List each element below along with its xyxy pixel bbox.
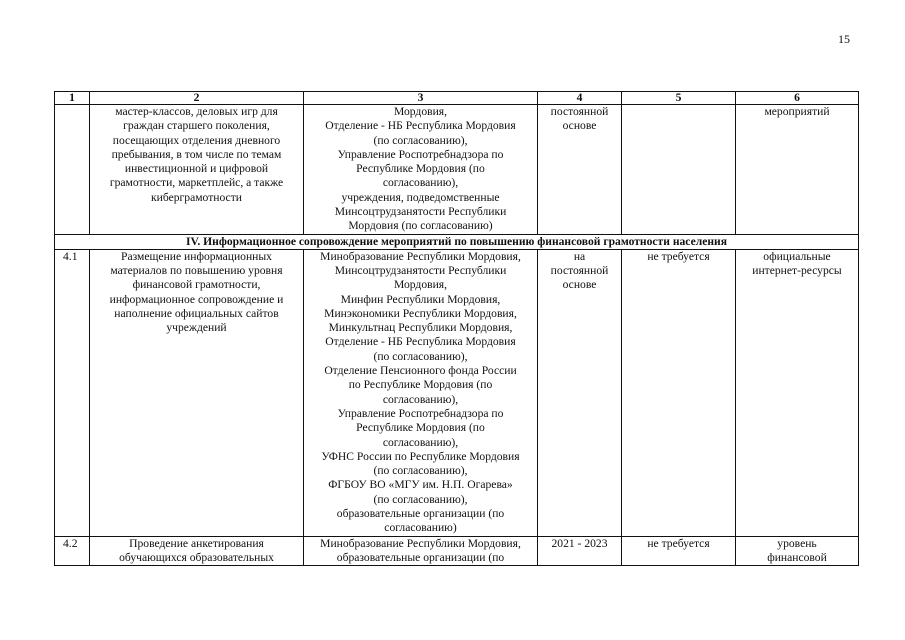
- page-number: 15: [838, 32, 850, 46]
- row-number: 4.1: [55, 249, 90, 536]
- activity-cell: Размещение информационных материалов по повышению уровня финансовой грамотности, информационное сопровождение и наполнение официальных сайтов учреждений: [90, 249, 304, 536]
- row-number: 4.2: [55, 536, 90, 566]
- executors-cell: Мордовия, Отделение - НБ Республика Мордовия (по согласованию), Управление Роспотребнадзора по Республике Мордовия (по согласованию), учреждения, подведомственные Минсоцтрудзанятости Республики Мордовия (по согласованию): [304, 105, 538, 235]
- column-header: 4: [538, 92, 622, 105]
- activity-cell: мастер-классов, деловых игр для граждан старшего поколения, посещающих отделения дневного пребывания, в том числе по темам инвестиционной и цифровой грамотности, маркетплейс, а также киберграмотности: [90, 105, 304, 235]
- column-header: 5: [622, 92, 736, 105]
- result-cell: мероприятий: [736, 105, 859, 235]
- table-row: [55, 536, 859, 566]
- row-number: [55, 105, 90, 235]
- executors-cell: Минобразование Республики Мордовия, образовательные организации (по: [304, 536, 538, 566]
- plan-table: [54, 91, 859, 566]
- table-row: [55, 105, 859, 235]
- funding-cell: [622, 105, 736, 235]
- funding-cell: не требуется: [622, 536, 736, 566]
- result-cell: уровень финансовой: [736, 536, 859, 566]
- executors-cell: Минобразование Республики Мордовия, Минсоцтрудзанятости Республики Мордовия, Минфин Республики Мордовия, Минэкономики Республики Мордовия, Минкультнац Республики Мордовия, Отделение - НБ Республика Мордовия (по согласованию), Отделение Пенсионного фонда России по Республике Мордовия (по согласованию), Управление Роспотребнадзора по Республике Мордовия (по согласованию), УФНС России по Республике Мордовия (по согласованию), ФГБОУ ВО «МГУ им. Н.П. Огарева» (по согласованию), образовательные организации (по согласованию): [304, 249, 538, 536]
- column-header: 1: [55, 92, 90, 105]
- column-header: 6: [736, 92, 859, 105]
- term-cell: постоянной основе: [538, 105, 622, 235]
- funding-cell: не требуется: [622, 249, 736, 536]
- table-header-row: [55, 92, 859, 105]
- section-title: IV. Информационное сопровождение мероприятий по повышению финансовой грамотности населения: [55, 234, 859, 249]
- section-row: [55, 234, 859, 249]
- term-cell: 2021 - 2023: [538, 536, 622, 566]
- column-header: 3: [304, 92, 538, 105]
- column-header: 2: [90, 92, 304, 105]
- result-cell: официальные интернет-ресурсы: [736, 249, 859, 536]
- table-row: [55, 249, 859, 536]
- term-cell: на постоянной основе: [538, 249, 622, 536]
- activity-cell: Проведение анкетирования обучающихся образовательных: [90, 536, 304, 566]
